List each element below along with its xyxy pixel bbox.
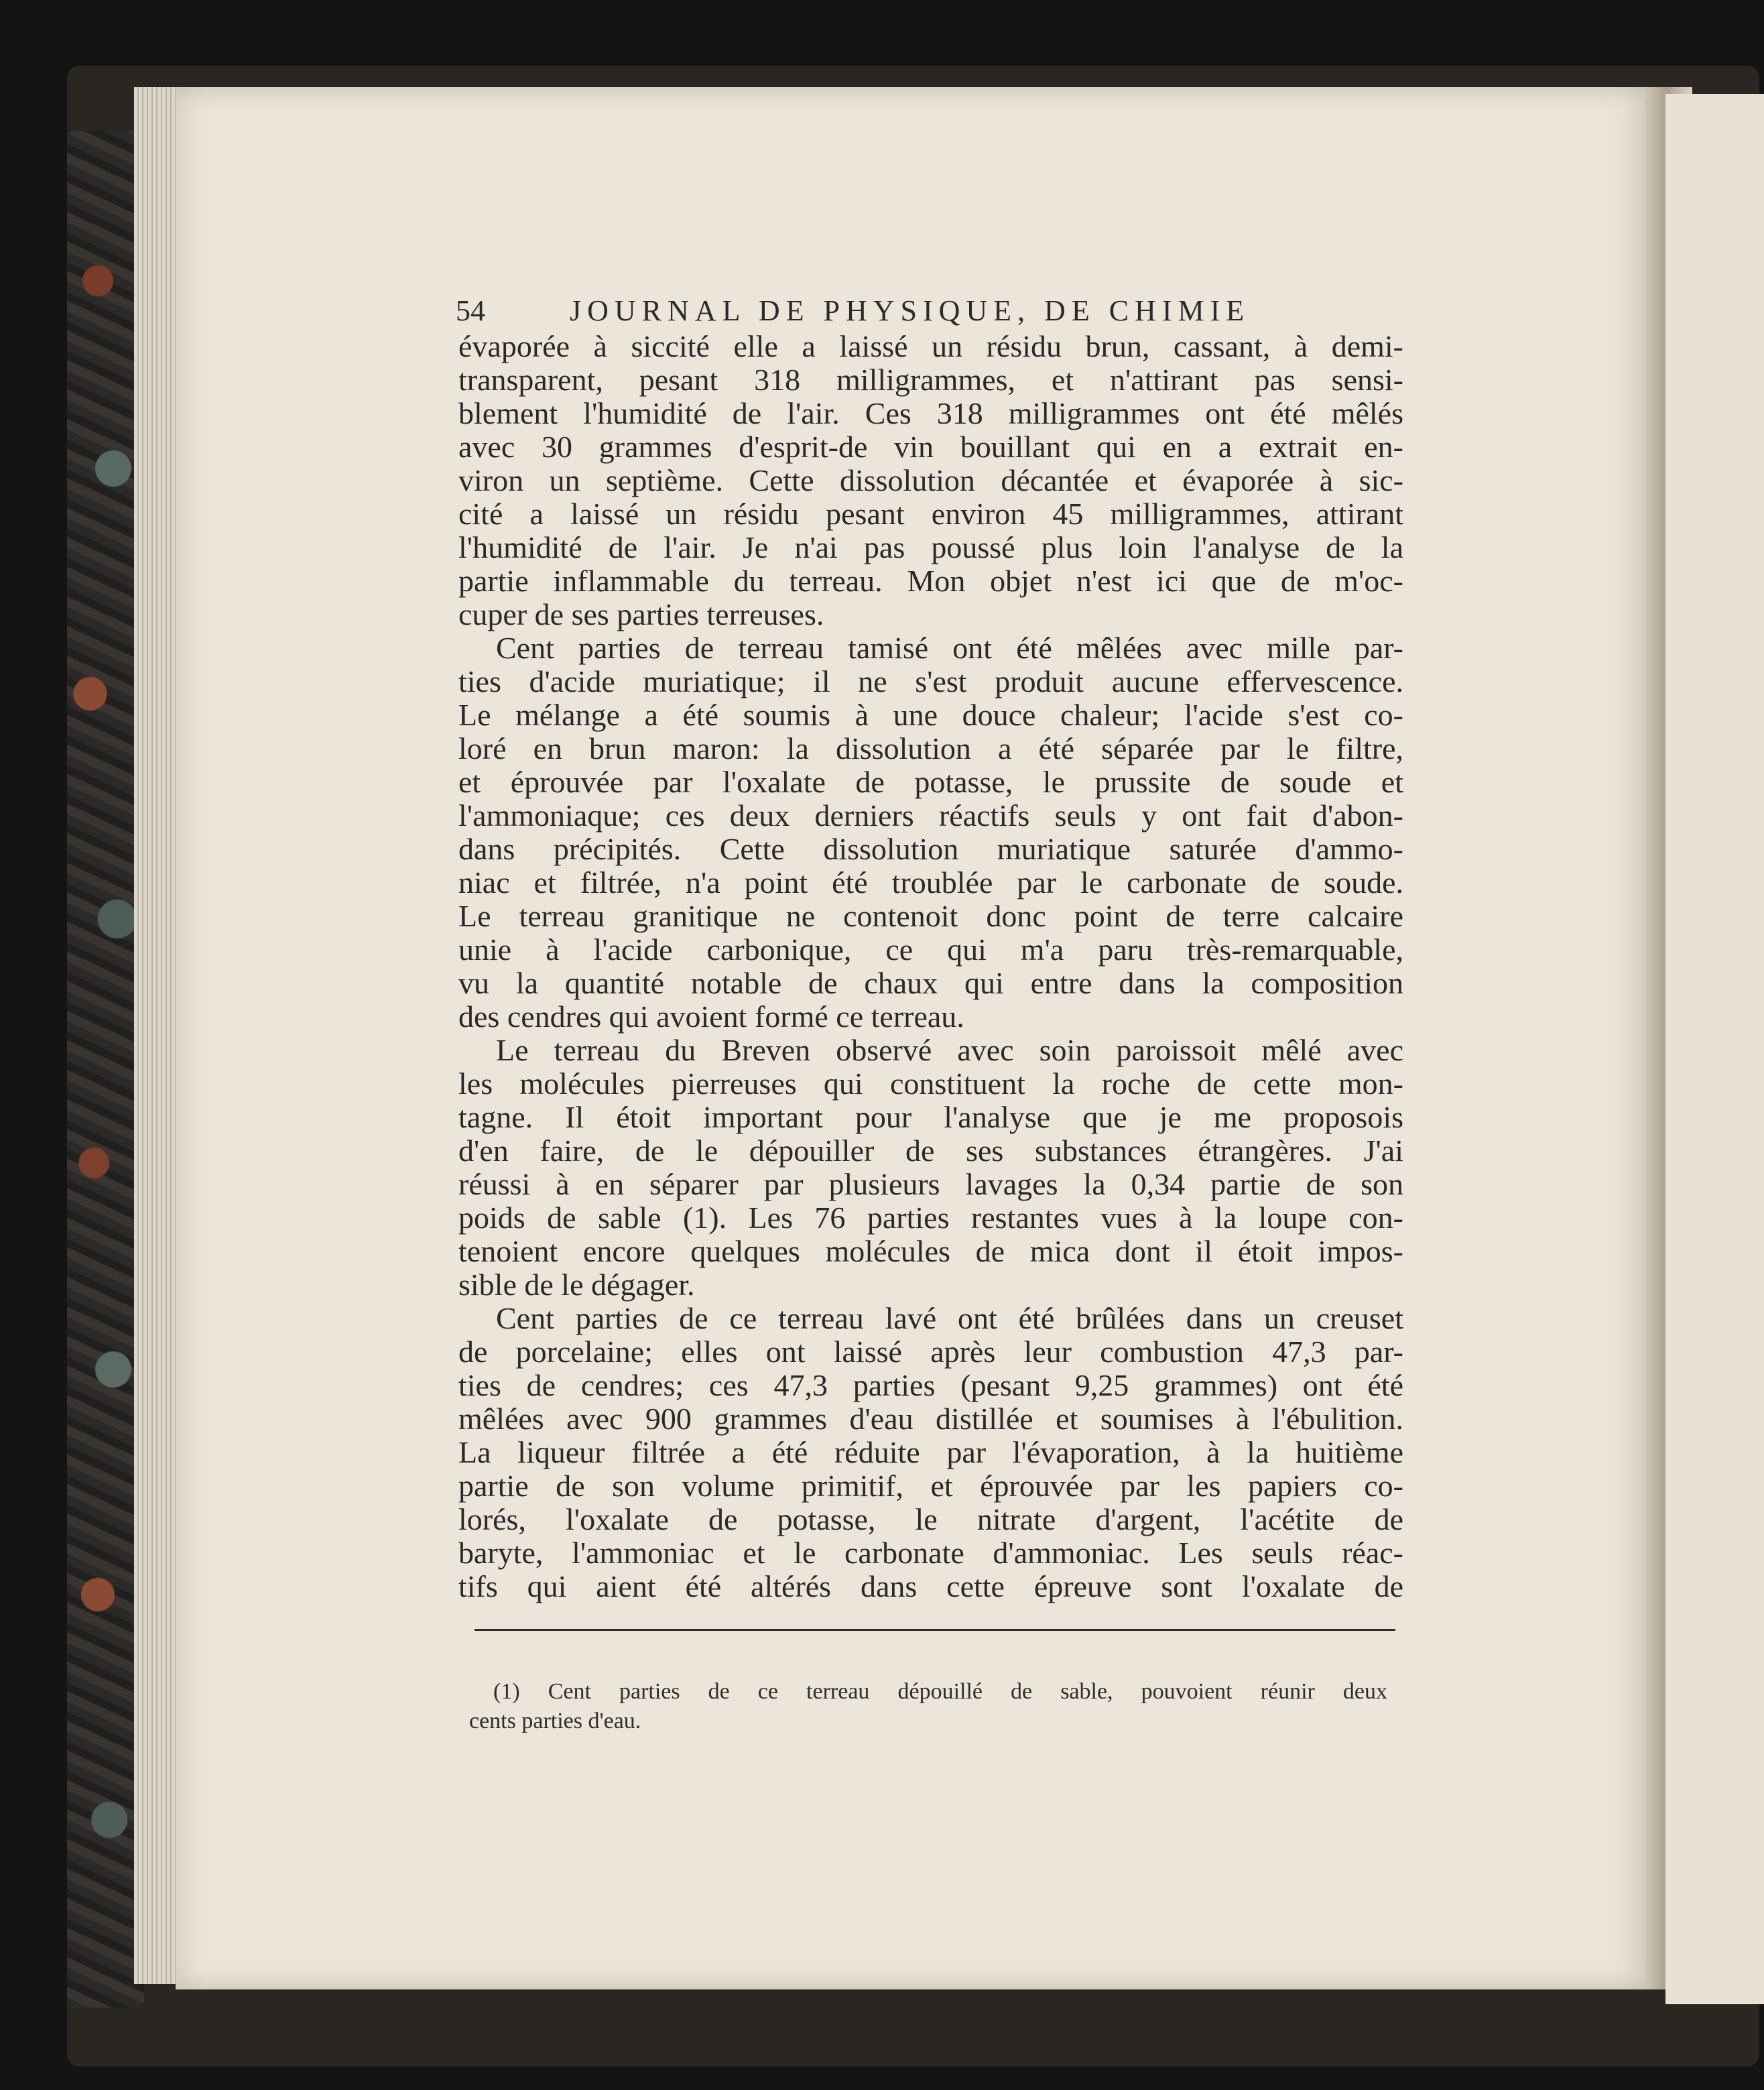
text-line: viron un septième. Cette dissolution décantée et évaporée à sic-: [458, 464, 1403, 497]
text-line: l'humidité de l'air. Je n'ai pas poussé plus loin l'analyse de la: [458, 531, 1403, 564]
footnote-line: (1) Cent parties de ce terreau dépouillé de sable, pouvoient réunir deux: [493, 1679, 1387, 1704]
text-line: partie inflammable du terreau. Mon objet n'est ici que de m'oc-: [458, 564, 1403, 598]
text-line: ties d'acide muriatique; il ne s'est produit aucune effervescence.: [458, 665, 1403, 698]
running-title: JOURNAL DE PHYSIQUE, DE CHIMIE: [570, 294, 1251, 327]
text-line: Le terreau granitique ne contenoit donc point de terre calcaire: [458, 900, 1403, 933]
footnote-line: cents parties d'eau.: [469, 1709, 641, 1733]
text-line: cuper de ses parties terreuses.: [458, 598, 824, 631]
text-line: transparent, pesant 318 milligrammes, et n'attirant pas sensi-: [458, 363, 1403, 397]
text-line: Cent parties de ce terreau lavé ont été brûlées dans un creuset: [496, 1302, 1403, 1335]
text-line: évaporée à siccité elle a laissé un résidu brun, cassant, à demi-: [458, 330, 1403, 363]
text-line: et éprouvée par l'oxalate de potasse, le prussite de soude et: [458, 765, 1403, 799]
text-line: Le terreau du Breven observé avec soin paroissoit mêlé avec: [496, 1034, 1403, 1067]
text-line: partie de son volume primitif, et éprouvée par les papiers co-: [458, 1469, 1403, 1503]
text-line: vu la quantité notable de chaux qui entre dans la composition: [458, 967, 1403, 1000]
text-line: tenoient encore quelques molécules de mica dont il étoit impos-: [458, 1235, 1403, 1268]
text-line: tagne. Il étoit important pour l'analyse que je me proposois: [458, 1101, 1403, 1134]
text-line: tifs qui aient été altérés dans cette épreuve sont l'oxalate de: [458, 1570, 1403, 1603]
text-line: La liqueur filtrée a été réduite par l'évaporation, à la huitième: [458, 1436, 1403, 1469]
text-line: poids de sable (1). Les 76 parties restantes vues à la loupe con-: [458, 1201, 1403, 1235]
text-line: blement l'humidité de l'air. Ces 318 milligrammes ont été mêlés: [458, 397, 1403, 430]
text-line: Cent parties de terreau tamisé ont été mêlées avec mille par-: [496, 631, 1403, 665]
text-line: niac et filtrée, n'a point été troublée par le carbonate de soude.: [458, 866, 1403, 900]
text-line: loré en brun maron: la dissolution a été séparée par le filtre,: [458, 732, 1403, 765]
footnote: [469, 1677, 1387, 1736]
running-header: [456, 294, 1407, 334]
text-line: d'en faire, de le dépouiller de ses substances étrangères. J'ai: [458, 1134, 1403, 1168]
text-line: les molécules pierreuses qui constituent la roche de cette mon-: [458, 1067, 1403, 1101]
text-line: mêlées avec 900 grammes d'eau distillée et soumises à l'ébulition.: [458, 1402, 1403, 1436]
page-number: 54: [456, 294, 485, 327]
text-line: de porcelaine; elles ont laissé après leur combustion 47,3 par-: [458, 1335, 1403, 1369]
text-line: dans précipités. Cette dissolution muriatique saturée d'ammo-: [458, 833, 1403, 866]
facing-page: [1665, 94, 1764, 2004]
body-text: [458, 330, 1403, 1603]
text-line: Le mélange a été soumis à une douce chaleur; l'acide s'est co-: [458, 698, 1403, 732]
footnote-rule: [475, 1629, 1395, 1631]
text-line: unie à l'acide carbonique, ce qui m'a paru très-remarquable,: [458, 933, 1403, 967]
text-line: lorés, l'oxalate de potasse, le nitrate d'argent, l'acétite de: [458, 1503, 1403, 1536]
text-line: sible de le dégager.: [458, 1268, 695, 1302]
text-line: baryte, l'ammoniac et le carbonate d'ammoniac. Les seuls réac-: [458, 1536, 1403, 1570]
text-line: réussi à en séparer par plusieurs lavages la 0,34 partie de son: [458, 1168, 1403, 1201]
text-line: cité a laissé un résidu pesant environ 45 milligrammes, attirant: [458, 497, 1403, 531]
page-edges: [134, 87, 181, 1984]
text-line: l'ammoniaque; ces deux derniers réactifs seuls y ont fait d'abon-: [458, 799, 1403, 833]
text-line: ties de cendres; ces 47,3 parties (pesant 9,25 grammes) ont été: [458, 1369, 1403, 1402]
text-line: avec 30 grammes d'esprit-de vin bouillant qui en a extrait en-: [458, 430, 1403, 464]
marbled-cover-edge: [67, 131, 144, 2008]
text-line: des cendres qui avoient formé ce terreau.: [458, 1000, 964, 1034]
